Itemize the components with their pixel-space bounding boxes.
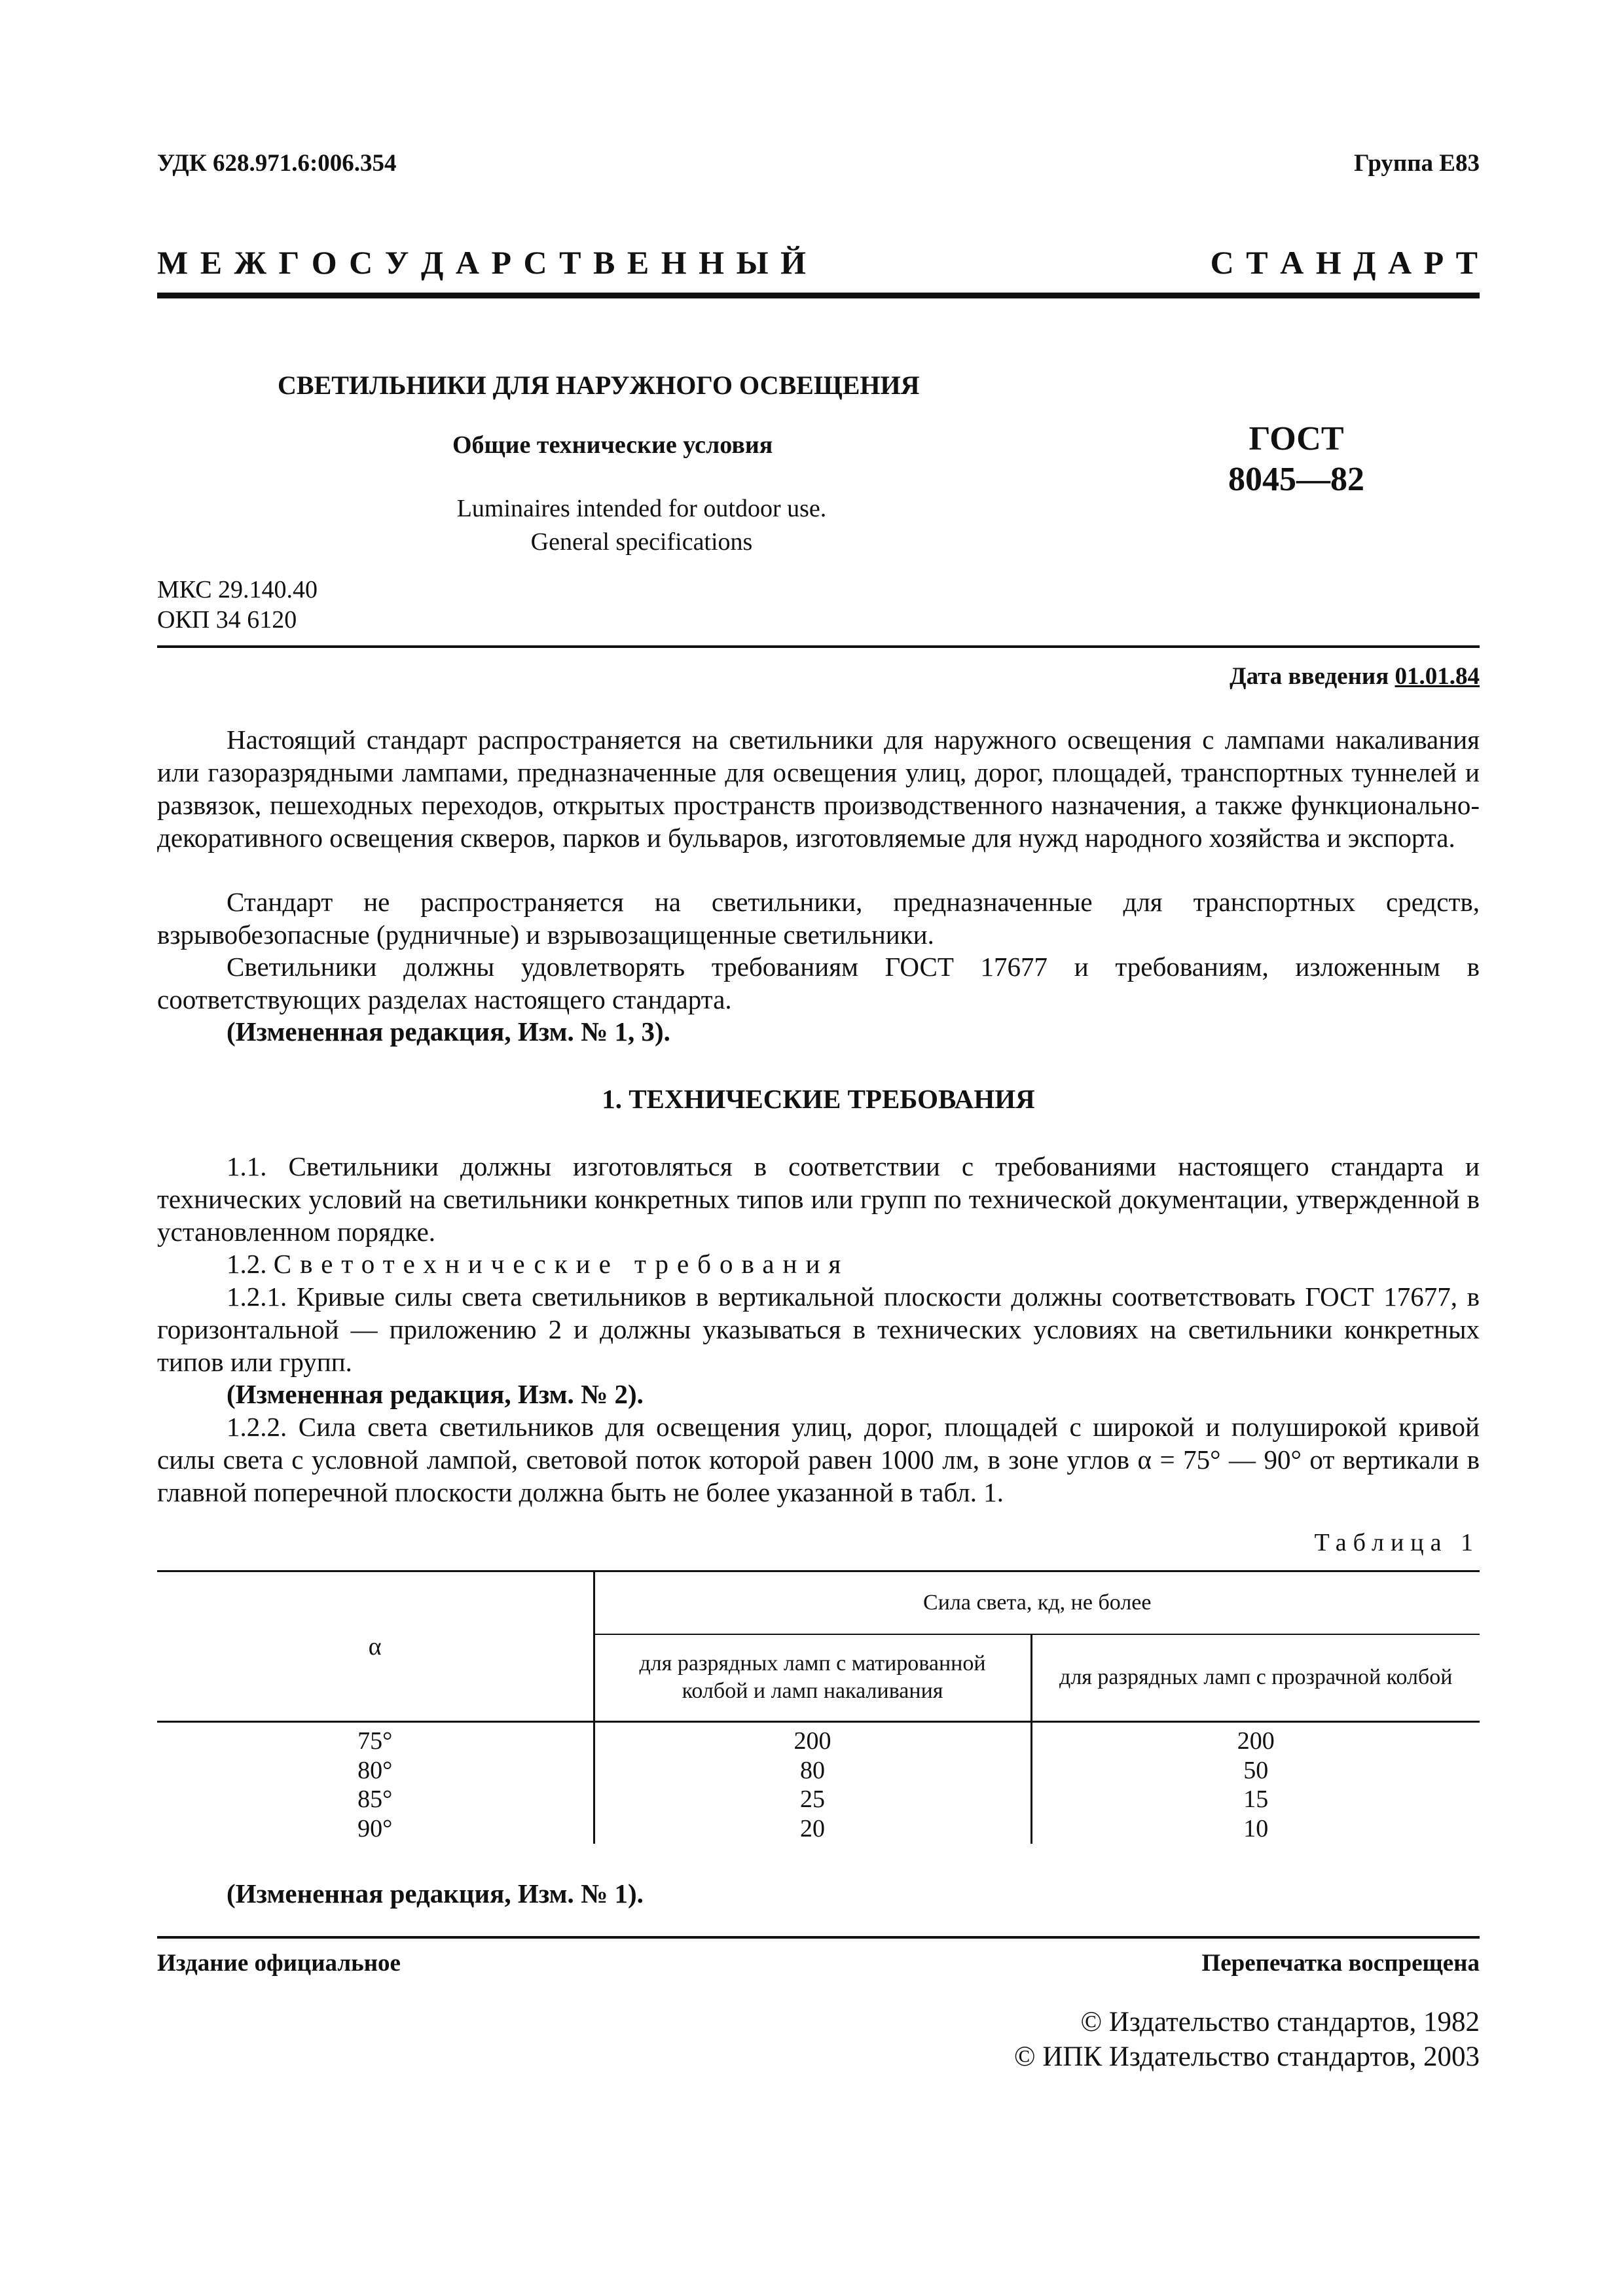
- cell-matte: 80: [594, 1756, 1031, 1785]
- amendment-note-1: (Измененная редакция, Изм. № 1, 3).: [227, 1016, 670, 1047]
- cell-clear: 15: [1031, 1785, 1480, 1814]
- cell-matte: 20: [594, 1814, 1031, 1844]
- header-alpha: α: [157, 1571, 594, 1722]
- footer-rule: [157, 1936, 1480, 1939]
- table-row: [157, 1756, 1480, 1785]
- cell-alpha: 90°: [357, 1814, 393, 1842]
- title-rule: [157, 645, 1480, 648]
- gost-code: 8045—82: [1228, 461, 1364, 498]
- table-row: [157, 1814, 1480, 1844]
- classification-codes: [157, 575, 318, 635]
- header-matte-bulb: для разрядных ламп с матированной колбой и ламп накаливания: [594, 1634, 1031, 1722]
- gost-label: ГОСТ: [1249, 420, 1344, 457]
- cell-clear: 50: [1031, 1756, 1480, 1785]
- table-row: [157, 1722, 1480, 1756]
- cell-alpha: 75°: [357, 1727, 393, 1755]
- clause-1-2-1: 1.2.1. Кривые силы света светильников в вертикальной плоскости должны соответствовать ГОСТ 17677, в горизонтальной — приложению 2 и должны указываться в технических условиях на светильники конкретных типов или групп.: [157, 1282, 1480, 1377]
- clause-1-2-number: 1.2.: [227, 1249, 267, 1279]
- cell-clear: 10: [1031, 1814, 1480, 1844]
- mks-code: МКС 29.140.40: [157, 576, 318, 603]
- english-title-line2: General specifications: [530, 528, 753, 556]
- introduction-date-label: Дата введения: [1230, 663, 1389, 690]
- group-code: Группа Е83: [1354, 150, 1480, 177]
- english-title: [393, 492, 890, 559]
- banner-rule: [157, 293, 1480, 298]
- cell-matte: 200: [594, 1722, 1031, 1756]
- cell-matte: 25: [594, 1785, 1031, 1814]
- introduction-date-value: 01.01.84: [1395, 663, 1480, 690]
- header-clear-bulb: для разрядных ламп с прозрачной колбой: [1031, 1634, 1480, 1722]
- cell-alpha: 85°: [357, 1785, 393, 1813]
- paragraph-scope: Настоящий стандарт распространяется на светильники для наружного освещения с лампами накаливания или газоразрядными лампами, предназначенные для освещения улиц, дорог, площадей, транспортных туннелей и развязок, пешеходных переходов, открытых пространств производственного назначения, а также функционально-декоративного освещения скверов, парков и бульваров, изготовляемые для нужд народного хозяйства и экспорта.: [157, 725, 1480, 853]
- gost-number: [1218, 419, 1375, 500]
- english-title-line1: Luminaires intended for outdoor use.: [456, 495, 827, 522]
- document-title: СВЕТИЛЬНИКИ ДЛЯ НАРУЖНОГО ОСВЕЩЕНИЯ: [278, 370, 920, 400]
- okp-code: ОКП 34 6120: [157, 606, 297, 634]
- cell-clear: 200: [1031, 1722, 1480, 1756]
- table-caption: Таблица 1: [1314, 1529, 1480, 1556]
- banner-standard: С Т А Н Д А Р Т: [1210, 244, 1480, 281]
- luminous-intensity-table: [157, 1570, 1480, 1844]
- copyright-2003: © ИПК Издательство стандартов, 2003: [1013, 2041, 1480, 2072]
- clause-1-2-2: 1.2.2. Сила света светильников для освещения улиц, дорог, площадей с широкой и полуширокой кривой силы света с условной лампой, световой поток которой равен 1000 лм, в зоне углов α = 75° — 90° от вертикали в главной поперечной плоскости должна быть не более указанной в табл. 1.: [157, 1412, 1480, 1507]
- document-subtitle: Общие технические условия: [452, 431, 773, 459]
- clause-1-2-title: Светотехнические требования: [273, 1249, 850, 1279]
- paragraph-requirements: Светильники должны удовлетворять требованиям ГОСТ 17677 и требованиям, изложенным в соответствующих разделах настоящего стандарта.: [157, 952, 1480, 1014]
- copyright-1982: © Издательство стандартов, 1982: [1080, 2007, 1480, 2037]
- header-intensity: Сила света, кд, не более: [594, 1571, 1480, 1634]
- udk-code: УДК 628.971.6:006.354: [157, 150, 397, 177]
- cell-alpha: 80°: [357, 1756, 393, 1784]
- reprint-prohibited: Перепечатка воспрещена: [1201, 1950, 1480, 1977]
- amendment-note-2: (Измененная редакция, Изм. № 2).: [227, 1379, 644, 1409]
- copyright-block: [1014, 2005, 1480, 2074]
- banner-interstate: М Е Ж Г О С У Д А Р С Т В Е Н Н Ы Й: [157, 244, 808, 281]
- introduction-date: [1230, 662, 1480, 691]
- official-edition: Издание официальное: [157, 1950, 401, 1977]
- clause-1-1: 1.1. Светильники должны изготовляться в соответствии с требованиями настоящего стандарта и технических условий на светильники конкретных типов или групп по технической документации, утвержденной в установленном порядке.: [157, 1151, 1480, 1247]
- amendment-note-3: (Измененная редакция, Изм. № 1).: [227, 1878, 644, 1909]
- paragraph-exclusions: Стандарт не распространяется на светильники, предназначенные для транспортных средств, взрывобезопасные (рудничные) и взрывозащищенные светильники.: [157, 887, 1480, 950]
- clause-1-2: [157, 1247, 1480, 1280]
- section-1-heading: 1. ТЕХНИЧЕСКИЕ ТРЕБОВАНИЯ: [602, 1084, 1035, 1114]
- table-row: [157, 1785, 1480, 1814]
